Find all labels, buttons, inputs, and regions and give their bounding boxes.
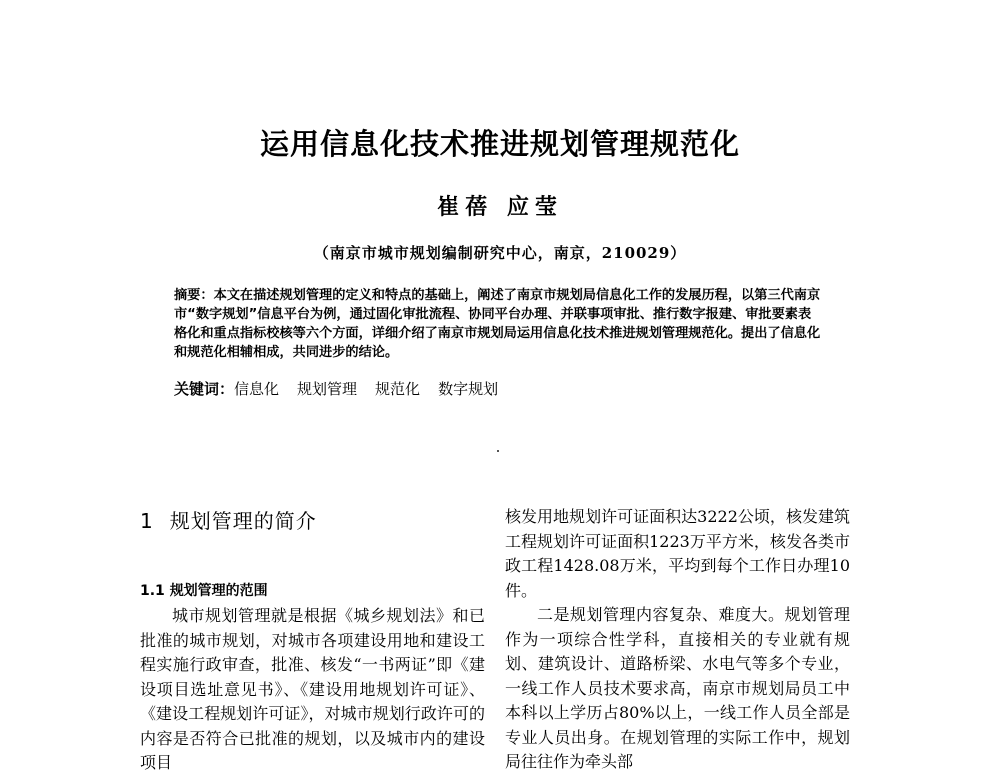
keyword: 规范化 <box>375 380 421 398</box>
keyword: 信息化 <box>234 380 280 398</box>
body-paragraph: 核发用地规划许可证面积达3222公顷，核发建筑工程规划许可证面积1223万平方米，核发各类市政工程1428.08万米，平均到每个工作日办理10件。 <box>505 507 850 600</box>
section-number: 1 <box>140 509 154 533</box>
body-paragraph: 城市规划管理就是根据《城乡规划法》和已批准的城市规划，对城市各项建设用地和建设工程实施行政审查，批准、核发“一书两证”即《建设项目选址意见书》、《建设用地规划许可证》、《建设工程规划许可证》，对城市规划行政许可的内容是否符合已批准的规划，以及城市内的建设项目 <box>140 606 485 772</box>
subsection-title: 规划管理的范围 <box>169 583 268 599</box>
abstract-text: 本文在描述规划管理的定义和特点的基础上，阐述了南京市规划局信息化工作的发展历程，以第三代南京市“数字规划”信息平台为例，通过固化审批流程、协同平台办理、并联事项审批、推行数字报建、审批要素表格化和重点指标校核等六个方面，详细介绍了南京市规划局运用信息化技术推进规划管理规范化。提出了信息化和规范化相辅相成，共同进步的结论。 <box>174 288 821 360</box>
abstract <box>174 286 822 362</box>
subsection-number: 1.1 <box>140 583 165 599</box>
section-title: 规划管理的简介 <box>169 509 317 533</box>
keywords <box>174 378 822 399</box>
subsection-heading <box>140 580 485 600</box>
keyword: 规划管理 <box>297 380 358 398</box>
section-heading <box>140 505 485 534</box>
keyword: 数字规划 <box>438 380 499 398</box>
authors: 崔蓓 应莹 <box>437 194 563 220</box>
affiliation: （南京市城市规划编制研究中心，南京，210029） <box>313 244 687 262</box>
right-column <box>505 505 850 775</box>
paper-title: 运用信息化技术推进规划管理规范化 <box>259 127 740 161</box>
left-column <box>140 505 485 776</box>
keywords-label: 关键词： <box>174 380 235 398</box>
body-paragraph: 二是规划管理内容复杂、难度大。规划管理作为一项综合性学科，直接相关的专业就有规划、建筑设计、道路桥梁、水电气等多个专业，一线工作人员技术要求高，南京市规划局员工中本科以上学历占80%以上，一线工作人员全部是专业人员出身。在规划管理的实际工作中，规划局往往作为牵头部 <box>505 605 850 771</box>
stray-dot <box>497 450 499 452</box>
abstract-label: 摘要： <box>174 288 214 303</box>
